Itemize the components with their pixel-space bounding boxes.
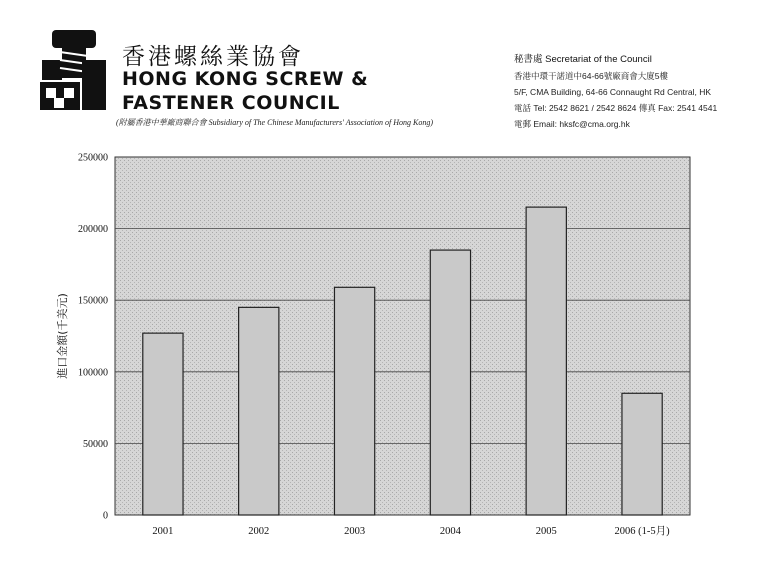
y-axis-label: 進口金額(千美元) — [56, 293, 69, 379]
x-tick-label: 2006 (1-5月) — [614, 526, 670, 537]
bar-2006 — [622, 393, 662, 515]
x-tick-label: 2004 — [439, 526, 461, 537]
plot-area — [115, 157, 690, 515]
bar-2002 — [239, 307, 279, 515]
org-name-english-line1: HONG KONG SCREW & — [122, 68, 369, 90]
y-tick-label: 250000 — [78, 152, 108, 164]
bar-2001 — [143, 333, 183, 515]
bar-2004 — [430, 250, 470, 515]
x-tick-label: 2005 — [535, 526, 557, 537]
contact-address-en: 5/F, CMA Building, 64-66 Connaught Rd Central, HK — [514, 87, 712, 97]
x-tick-label: 2003 — [344, 526, 366, 537]
y-tick-label: 150000 — [78, 295, 108, 307]
y-axis-ticks — [78, 153, 108, 522]
org-name-chinese: 香港螺絲業協會 — [122, 44, 304, 70]
x-axis-ticks — [152, 525, 670, 537]
bar-2005 — [526, 207, 566, 515]
y-tick-label: 200000 — [78, 224, 108, 236]
contact-title: 秘書處 Secretariat of the Council — [514, 54, 652, 65]
subsidiary-note: (附屬香港中華廠商聯合會 Subsidiary of The Chinese Manufacturers' Association of Hong Kong) — [116, 118, 434, 127]
y-tick-label: 50000 — [83, 438, 108, 450]
contact-email: 電郵 Email: hksfc@cma.org.hk — [514, 119, 630, 129]
contact-address-zh: 香港中環干諾道中64-66號廠商會大廈5樓 — [514, 71, 668, 81]
x-tick-label: 2002 — [248, 526, 270, 537]
contact-phone-fax: 電話 Tel: 2542 8621 / 2542 8624 傳真 Fax: 2541 4541 — [514, 103, 718, 113]
y-tick-label: 100000 — [78, 367, 108, 379]
x-tick-label: 2001 — [152, 526, 174, 537]
org-name-english-line2: FASTENER COUNCIL — [122, 92, 340, 114]
y-tick-label: 0 — [103, 510, 108, 522]
bar-2003 — [334, 287, 374, 515]
